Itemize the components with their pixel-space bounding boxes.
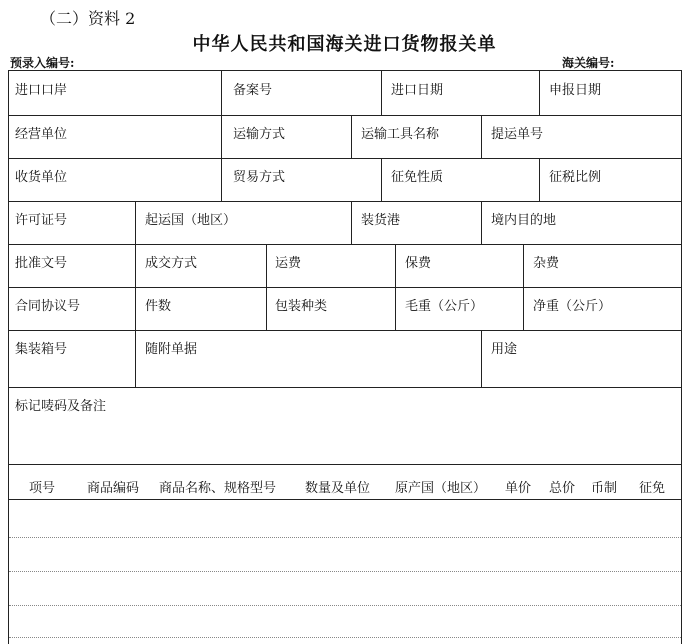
cell-divider xyxy=(395,287,396,330)
cell-divider xyxy=(266,244,267,287)
cell-divider xyxy=(381,158,382,201)
field-transport-name: 运输工具名称 xyxy=(361,127,440,142)
field-packages: 件数 xyxy=(145,299,172,314)
field-consignee: 收货单位 xyxy=(15,170,68,185)
row-divider xyxy=(9,330,681,331)
cell-divider xyxy=(481,115,482,158)
goods-line xyxy=(9,605,681,606)
cell-divider xyxy=(481,201,482,244)
goods-col-currency: 币制 xyxy=(591,481,618,496)
field-destination: 境内目的地 xyxy=(491,213,557,228)
field-tax-ratio: 征税比例 xyxy=(549,170,602,185)
cell-divider xyxy=(266,287,267,330)
cell-divider xyxy=(395,244,396,287)
row-divider xyxy=(9,244,681,245)
field-import-port: 进口口岸 xyxy=(15,83,68,98)
field-attached-docs: 随附单据 xyxy=(145,342,198,357)
cell-divider xyxy=(221,115,222,158)
field-tax-nature: 征免性质 xyxy=(391,170,444,185)
form-title: 中华人民共和国海关进口货物报关单 xyxy=(192,34,497,55)
goods-line xyxy=(9,571,681,572)
row-divider xyxy=(9,158,681,159)
field-import-date: 进口日期 xyxy=(391,83,444,98)
field-declare-date: 申报日期 xyxy=(549,83,602,98)
cell-divider xyxy=(481,330,482,387)
field-contract-no: 合同协议号 xyxy=(15,299,81,314)
field-gross-weight: 毛重（公斤） xyxy=(405,299,484,314)
cell-divider xyxy=(135,201,136,244)
field-approval-no: 批准文号 xyxy=(15,256,68,271)
goods-col-item-no: 项号 xyxy=(29,481,56,496)
cell-divider xyxy=(221,158,222,201)
cell-divider xyxy=(221,71,222,115)
goods-col-qty-unit: 数量及单位 xyxy=(305,481,371,496)
cell-divider xyxy=(523,287,524,330)
goods-col-name-spec: 商品名称、规格型号 xyxy=(159,481,277,496)
field-package-type: 包装种类 xyxy=(275,299,328,314)
field-transport-mode: 运输方式 xyxy=(233,127,286,142)
goods-col-total-price: 总价 xyxy=(549,481,576,496)
cell-divider xyxy=(381,71,382,115)
goods-line xyxy=(9,537,681,538)
field-deal-mode: 成交方式 xyxy=(145,256,198,271)
declaration-form xyxy=(8,70,682,644)
section-label: （二）资料 2 xyxy=(40,9,136,28)
row-divider xyxy=(9,201,681,202)
field-origin-country: 起运国（地区） xyxy=(145,213,237,228)
field-business-unit: 经营单位 xyxy=(15,127,68,142)
cell-divider xyxy=(523,244,524,287)
goods-col-tax-exemption: 征免 xyxy=(639,481,666,496)
row-divider xyxy=(9,387,681,388)
field-container-no: 集装箱号 xyxy=(15,342,68,357)
cell-divider xyxy=(135,287,136,330)
goods-col-hs-code: 商品编码 xyxy=(87,481,140,496)
goods-col-origin: 原产国（地区） xyxy=(395,481,487,496)
field-net-weight: 净重（公斤） xyxy=(533,299,612,314)
field-trade-mode: 贸易方式 xyxy=(233,170,286,185)
cell-divider xyxy=(539,158,540,201)
row-divider xyxy=(9,287,681,288)
row-divider xyxy=(9,464,681,465)
cell-divider xyxy=(351,115,352,158)
goods-line xyxy=(9,637,681,638)
field-insurance: 保费 xyxy=(405,256,432,271)
row-divider xyxy=(9,499,681,500)
field-misc-fee: 杂费 xyxy=(533,256,560,271)
cell-divider xyxy=(135,244,136,287)
field-marks-remarks: 标记唛码及备注 xyxy=(15,399,107,414)
cell-divider xyxy=(539,71,540,115)
field-bill-no: 提运单号 xyxy=(491,127,544,142)
goods-col-unit-price: 单价 xyxy=(505,481,532,496)
row-divider xyxy=(9,115,681,116)
cell-divider xyxy=(351,201,352,244)
customs-number-label: 海关编号: xyxy=(562,56,615,70)
field-loading-port: 装货港 xyxy=(361,213,401,228)
preentry-number-label: 预录入编号: xyxy=(10,56,75,70)
field-freight: 运费 xyxy=(275,256,302,271)
field-record-no: 备案号 xyxy=(233,83,273,98)
field-license-no: 许可证号 xyxy=(15,213,68,228)
cell-divider xyxy=(135,330,136,387)
field-usage: 用途 xyxy=(491,342,518,357)
